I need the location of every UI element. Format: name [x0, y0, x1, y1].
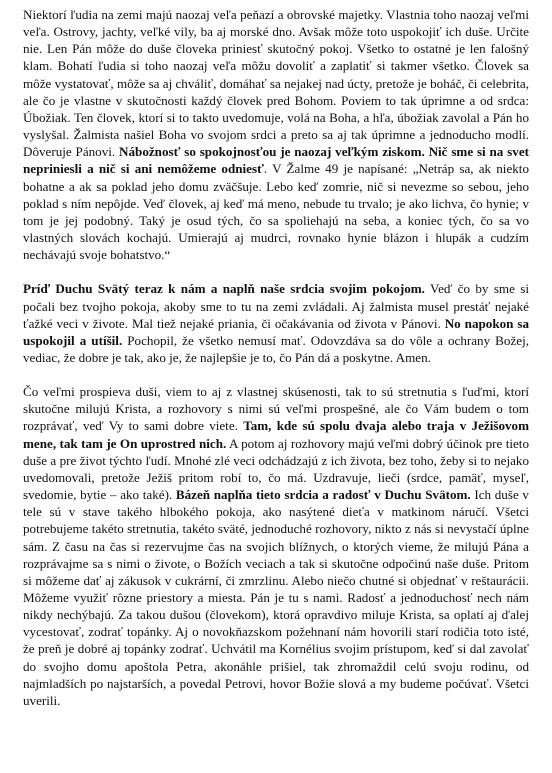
paragraph-2-bold-prayer: Príď Duchu Svätý teraz k nám a naplň naše srdcia svojim pokojom.: [23, 281, 425, 297]
paragraph-3-text-end: Ich duše v tele sú v stave takého hlbokého pokoja, ako nasýtené dieťa v matkinom náručí. Všetci potrebujeme takéto stretnutia, takéto sväté, jednoduché rozhovory, nikto z nás si nevystačí úplne sám. Z času na čas si rezervujme čas na svojich blížnych, o ktorých vieme, že milujú Pána a rozprávajme sa s nimi o živote, o Božích veciach a tak si skutočne odpočinú naše duše. Pritom si môžeme dať aj zákusok v cukrární, či zmrzlinu. Alebo niečo chutné si objednať v reštaurácii. Môžeme využiť rôzne priestory a miesta. Pán je tu s nami. Radosť a jednoduchosť nech nám nikdy nechýbajú. Za takou dušou (človekom), ktorá opravdivo miluje Krista, sa oplatí aj ďalej vycestovať, zodrať topánky. Aj o novokňazskom požehnaní nám hovorili starí rodičia toto isté, že preň je dobré aj topánky zodrať. Uchvátil ma Kornélius svojim prístupom, keď si dal zavolať do svojho domu apoštola Petra, akonáhle prišiel, tak zhromaždil celú svoju rodinu, od najmladších po najstarších, a povedal Petrovi, hovor Božie slová a my budeme počúvať. Všetci uverili.: [23, 487, 529, 708]
paragraph-3: [23, 383, 529, 709]
paragraph-3-bold-text-2: Bázeň naplňa tieto srdcia a radosť v Duchu Svätom.: [175, 487, 471, 503]
paragraph-1-psalm-quote: . V Žalme 49 je napísané: „Netráp sa, ak niekto bohatne a ak sa poklad jeho domu zväčšuje. Lebo keď zomrie, nič si nevezme so sebou, jeho poklad s ním nepôjde. Veď človek, aj keď má meno, nebude tu trvalo; je ako lichva, čo hynie; v tom je jej podobný. Taký je osud tých, čo sa spoliehajú na seba, a koniec tých, čo sa vo vlastných slovách kochajú. Umierajú aj mudrci, rovnako hynie blázon i hlupák a cudzím nechávajú svoje bohatstvo.“: [23, 161, 529, 263]
paragraph-2-bold-text: No napokon sa uspokojil a utíšil.: [23, 315, 530, 348]
paragraph-3-bold-text: Tam, kde sú spolu dvaja alebo traja v Ježišovom mene, tak tam je On uprostred nich.: [23, 418, 529, 451]
paragraph-1: [23, 6, 529, 263]
paragraph-1-bold-text: Nábožnosť so spokojnosťou je naozaj veľkým ziskom. Nič sme si na svet nepriniesli a nič si ani nemôžeme odniesť: [23, 144, 529, 177]
paragraph-1-text: Niektorí ľudia na zemi majú naozaj veľa peňazí a obrovské majetky. Vlastnia toho naozaj veľmi veľa. Ostrovy, jachty, veľké vily, ba aj morské dno. Avšak môže toto uspokojiť ich duše. Určite nie. Len Pán môže do duše človeka priniesť skutočný pokoj. Všetko to ostatné je len falošný klam. Bohatí ľudia si toho naozaj veľa môžu dovoliť a zaplatiť si takmer všetko. Človek sa môže vystatovať, môže sa aj chváliť, domáhať sa nejakej nad úcty, pretože je boháč, či celebrita, ale čo je vlastne v skutočnosti každý človek pred Bohom. Poviem to tak úprimne a od srdca: Úbožiak. Ten človek, ktorí si to takto uvedomuje, volá na Boha, a hľa, úbožiak zavolal a Pán ho vyslyšal. Žalmista našiel Boha vo svojom srdci a preto sa aj tak úprimne a jednoducho modlí. Dôveruje Pánovi.: [23, 7, 530, 160]
paragraph-2-text: Veď čo by sme si počali bez tvojho pokoja, akoby sme to tu na zemi zvládali. Aj žalmista musel prestáť nejaké ťažké veci v živote. Mal tiež nejaké priania, či očakávania od života v Pánovi.: [23, 281, 529, 331]
paragraph-2: [23, 280, 529, 366]
paragraph-3-text: Čo veľmi prospieva duši, viem to aj z vlastnej skúsenosti, tak to sú stretnutia s ľuďmi, ktorí skutočne milujú Krista, a rozhovory s nimi sú veľmi prospešné, ale čo Vám budem o tom rozprávať, veď Vy to sami dobre viete.: [23, 384, 529, 434]
paragraph-2-text-end: Pochopil, že všetko nemusí mať. Odovzdáva sa do vôle a ochrany Božej, vediac, že dobre je tak, ako je, že najlepšie je to, čo Pán dá a poskytne. Amen.: [23, 332, 529, 365]
paragraph-3-text-middle: A potom aj rozhovory majú veľmi dobrý účinok pre tieto duše a pre život týchto ľudí. Mnohé zlé veci odchádzajú z ich života, bez toho, žeby si to nejako uvedomovali, pretože Ježiš pritom robí to, čo má. Uzdravuje, lieči (srdce, pamäť, myseľ, svedomie, bytie – ako také).: [23, 435, 529, 503]
